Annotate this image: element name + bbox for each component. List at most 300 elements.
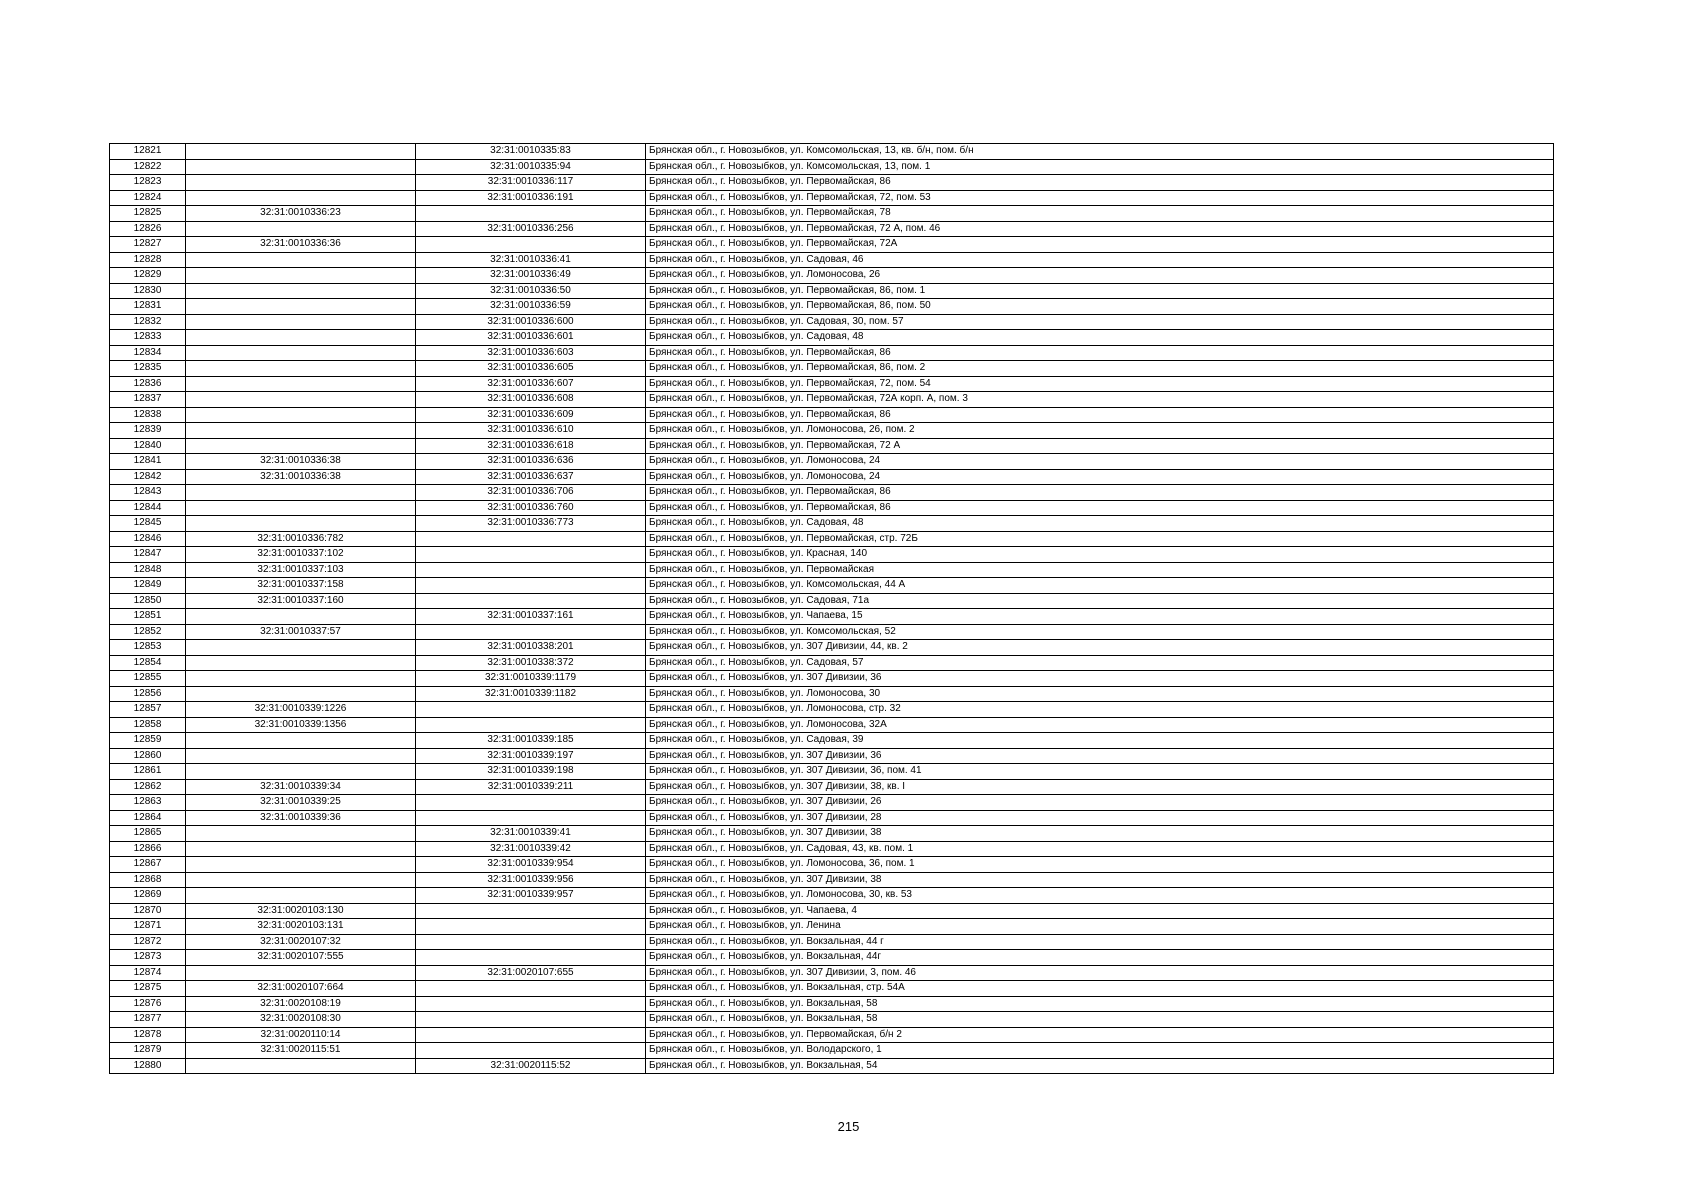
table-row — [110, 407, 1554, 423]
address-cell: Брянская обл., г. Новозыбков, ул. 307 Дивизии, 38, кв. I — [646, 779, 1554, 795]
table-row — [110, 252, 1554, 268]
address-cell: Брянская обл., г. Новозыбков, ул. Первомайская, 72 А — [646, 438, 1554, 454]
cadastral-number-cell: 32:31:0020107:555 — [186, 950, 416, 966]
table-row — [110, 1043, 1554, 1059]
cadastral-number-cell: 32:31:0020115:51 — [186, 1043, 416, 1059]
cadastral-number-cell — [186, 283, 416, 299]
row-number-cell: 12824 — [110, 190, 186, 206]
cadastral-number-cell — [186, 857, 416, 873]
row-number-cell: 12869 — [110, 888, 186, 904]
address-cell: Брянская обл., г. Новозыбков, ул. Садовая, 57 — [646, 655, 1554, 671]
cadastral-number-cell — [186, 888, 416, 904]
table-row — [110, 965, 1554, 981]
table-row — [110, 624, 1554, 640]
address-cell: Брянская обл., г. Новозыбков, ул. 307 Дивизии, 44, кв. 2 — [646, 640, 1554, 656]
table-row — [110, 283, 1554, 299]
table-row — [110, 733, 1554, 749]
row-number-cell: 12877 — [110, 1012, 186, 1028]
table-row — [110, 206, 1554, 222]
address-cell: Брянская обл., г. Новозыбков, ул. Вокзальная, 44г — [646, 950, 1554, 966]
related-cadastral-number-cell — [416, 795, 646, 811]
address-cell: Брянская обл., г. Новозыбков, ул. Ломоносова, 26, пом. 2 — [646, 423, 1554, 439]
address-cell: Брянская обл., г. Новозыбков, ул. Первомайская, 86 — [646, 175, 1554, 191]
address-cell: Брянская обл., г. Новозыбков, ул. Первомайская, 86 — [646, 500, 1554, 516]
row-number-cell: 12832 — [110, 314, 186, 330]
table-row — [110, 857, 1554, 873]
address-cell: Брянская обл., г. Новозыбков, ул. Первомайская, 86 — [646, 485, 1554, 501]
table-row — [110, 1027, 1554, 1043]
row-number-cell: 12860 — [110, 748, 186, 764]
row-number-cell: 12828 — [110, 252, 186, 268]
table-row — [110, 950, 1554, 966]
related-cadastral-number-cell: 32:31:0010335:94 — [416, 159, 646, 175]
cadastral-number-cell — [186, 485, 416, 501]
row-number-cell: 12829 — [110, 268, 186, 284]
address-cell: Брянская обл., г. Новозыбков, ул. Чапаева, 4 — [646, 903, 1554, 919]
address-cell: Брянская обл., г. Новозыбков, ул. Ломоносова, 26 — [646, 268, 1554, 284]
cadastral-number-cell — [186, 733, 416, 749]
table-row — [110, 221, 1554, 237]
address-cell: Брянская обл., г. Новозыбков, ул. Первомайская, 78 — [646, 206, 1554, 222]
row-number-cell: 12822 — [110, 159, 186, 175]
cadastral-number-cell: 32:31:0010337:57 — [186, 624, 416, 640]
table-row — [110, 562, 1554, 578]
address-cell: Брянская обл., г. Новозыбков, ул. Первомайская, 86, пом. 2 — [646, 361, 1554, 377]
related-cadastral-number-cell — [416, 1027, 646, 1043]
related-cadastral-number-cell: 32:31:0010336:636 — [416, 454, 646, 470]
related-cadastral-number-cell: 32:31:0010339:1179 — [416, 671, 646, 687]
related-cadastral-number-cell: 32:31:0010336:191 — [416, 190, 646, 206]
cadastral-number-cell: 32:31:0010336:38 — [186, 469, 416, 485]
related-cadastral-number-cell — [416, 1043, 646, 1059]
related-cadastral-number-cell — [416, 562, 646, 578]
cadastral-number-cell: 32:31:0010339:1356 — [186, 717, 416, 733]
table-row — [110, 392, 1554, 408]
cadastral-number-cell — [186, 407, 416, 423]
address-cell: Брянская обл., г. Новозыбков, ул. Первомайская, 86 — [646, 345, 1554, 361]
cadastral-number-cell — [186, 500, 416, 516]
row-number-cell: 12827 — [110, 237, 186, 253]
address-cell: Брянская обл., г. Новозыбков, ул. 307 Дивизии, 28 — [646, 810, 1554, 826]
table-row — [110, 903, 1554, 919]
cadastral-number-cell — [186, 438, 416, 454]
address-cell: Брянская обл., г. Новозыбков, ул. Ломоносова, 36, пом. 1 — [646, 857, 1554, 873]
address-cell: Брянская обл., г. Новозыбков, ул. 307 Дивизии, 3, пом. 46 — [646, 965, 1554, 981]
table-row — [110, 655, 1554, 671]
table-row — [110, 671, 1554, 687]
table-row — [110, 376, 1554, 392]
cadastral-number-cell: 32:31:0020107:664 — [186, 981, 416, 997]
address-cell: Брянская обл., г. Новозыбков, ул. Ломоносова, 30 — [646, 686, 1554, 702]
table-row — [110, 702, 1554, 718]
address-cell: Брянская обл., г. Новозыбков, ул. Вокзальная, 58 — [646, 1012, 1554, 1028]
table-row — [110, 1012, 1554, 1028]
row-number-cell: 12875 — [110, 981, 186, 997]
table-row — [110, 299, 1554, 315]
table-row — [110, 438, 1554, 454]
related-cadastral-number-cell: 32:31:0010338:372 — [416, 655, 646, 671]
address-cell: Брянская обл., г. Новозыбков, ул. Ломоносова, 32А — [646, 717, 1554, 733]
table-body — [110, 144, 1554, 1074]
address-cell: Брянская обл., г. Новозыбков, ул. Володарского, 1 — [646, 1043, 1554, 1059]
related-cadastral-number-cell — [416, 717, 646, 733]
cadastral-number-cell — [186, 159, 416, 175]
cadastral-number-cell — [186, 330, 416, 346]
cadastral-number-cell — [186, 640, 416, 656]
address-cell: Брянская обл., г. Новозыбков, ул. Комсомольская, 52 — [646, 624, 1554, 640]
cadastral-number-cell — [186, 314, 416, 330]
row-number-cell: 12865 — [110, 826, 186, 842]
table-row — [110, 454, 1554, 470]
row-number-cell: 12856 — [110, 686, 186, 702]
address-cell: Брянская обл., г. Новозыбков, ул. Первомайская — [646, 562, 1554, 578]
related-cadastral-number-cell — [416, 919, 646, 935]
cadastral-number-cell — [186, 299, 416, 315]
related-cadastral-number-cell: 32:31:0010336:605 — [416, 361, 646, 377]
table-row — [110, 779, 1554, 795]
address-cell: Брянская обл., г. Новозыбков, ул. Первомайская, 72, пом. 54 — [646, 376, 1554, 392]
related-cadastral-number-cell — [416, 981, 646, 997]
table-row — [110, 314, 1554, 330]
related-cadastral-number-cell: 32:31:0010339:957 — [416, 888, 646, 904]
cadastral-number-cell — [186, 221, 416, 237]
related-cadastral-number-cell — [416, 593, 646, 609]
address-cell: Брянская обл., г. Новозыбков, ул. Первомайская, 86, пом. 1 — [646, 283, 1554, 299]
related-cadastral-number-cell — [416, 810, 646, 826]
related-cadastral-number-cell: 32:31:0010336:59 — [416, 299, 646, 315]
row-number-cell: 12862 — [110, 779, 186, 795]
related-cadastral-number-cell: 32:31:0010336:609 — [416, 407, 646, 423]
row-number-cell: 12855 — [110, 671, 186, 687]
related-cadastral-number-cell — [416, 237, 646, 253]
table-row — [110, 934, 1554, 950]
row-number-cell: 12857 — [110, 702, 186, 718]
related-cadastral-number-cell: 32:31:0010339:185 — [416, 733, 646, 749]
row-number-cell: 12844 — [110, 500, 186, 516]
related-cadastral-number-cell: 32:31:0020107:655 — [416, 965, 646, 981]
row-number-cell: 12838 — [110, 407, 186, 423]
row-number-cell: 12847 — [110, 547, 186, 563]
row-number-cell: 12863 — [110, 795, 186, 811]
cadastral-number-cell — [186, 1058, 416, 1074]
table-row — [110, 578, 1554, 594]
cadastral-number-cell — [186, 655, 416, 671]
table-row — [110, 237, 1554, 253]
row-number-cell: 12870 — [110, 903, 186, 919]
related-cadastral-number-cell: 32:31:0010336:610 — [416, 423, 646, 439]
address-cell: Брянская обл., г. Новозыбков, ул. Первомайская, 86, пом. 50 — [646, 299, 1554, 315]
cadastral-number-cell — [186, 268, 416, 284]
address-cell: Брянская обл., г. Новозыбков, ул. Садовая, 39 — [646, 733, 1554, 749]
row-number-cell: 12835 — [110, 361, 186, 377]
related-cadastral-number-cell — [416, 1012, 646, 1028]
cadastral-number-cell: 32:31:0010336:23 — [186, 206, 416, 222]
cadastral-number-cell — [186, 686, 416, 702]
cadastral-number-cell — [186, 376, 416, 392]
related-cadastral-number-cell — [416, 702, 646, 718]
address-cell: Брянская обл., г. Новозыбков, ул. Садовая, 43, кв. пом. 1 — [646, 841, 1554, 857]
row-number-cell: 12848 — [110, 562, 186, 578]
related-cadastral-number-cell: 32:31:0010336:706 — [416, 485, 646, 501]
table-row — [110, 810, 1554, 826]
address-cell: Брянская обл., г. Новозыбков, ул. Ломоносова, 30, кв. 53 — [646, 888, 1554, 904]
cadastral-number-cell — [186, 826, 416, 842]
table-row — [110, 841, 1554, 857]
row-number-cell: 12853 — [110, 640, 186, 656]
row-number-cell: 12841 — [110, 454, 186, 470]
row-number-cell: 12878 — [110, 1027, 186, 1043]
table-row — [110, 516, 1554, 532]
cadastral-number-cell: 32:31:0010336:782 — [186, 531, 416, 547]
row-number-cell: 12871 — [110, 919, 186, 935]
table-row — [110, 469, 1554, 485]
address-cell: Брянская обл., г. Новозыбков, ул. 307 Дивизии, 38 — [646, 872, 1554, 888]
row-number-cell: 12880 — [110, 1058, 186, 1074]
cadastral-number-cell: 32:31:0010339:36 — [186, 810, 416, 826]
related-cadastral-number-cell — [416, 547, 646, 563]
address-cell: Брянская обл., г. Новозыбков, ул. Первомайская, 72 А, пом. 46 — [646, 221, 1554, 237]
table-row — [110, 159, 1554, 175]
row-number-cell: 12831 — [110, 299, 186, 315]
table-row — [110, 795, 1554, 811]
related-cadastral-number-cell: 32:31:0010339:211 — [416, 779, 646, 795]
address-cell: Брянская обл., г. Новозыбков, ул. Первомайская, 72А — [646, 237, 1554, 253]
cadastral-number-cell — [186, 764, 416, 780]
row-number-cell: 12825 — [110, 206, 186, 222]
cadastral-number-cell — [186, 392, 416, 408]
table-row — [110, 764, 1554, 780]
row-number-cell: 12839 — [110, 423, 186, 439]
related-cadastral-number-cell — [416, 624, 646, 640]
table-row — [110, 996, 1554, 1012]
cadastral-number-cell: 32:31:0020107:32 — [186, 934, 416, 950]
cadastral-number-cell: 32:31:0010339:25 — [186, 795, 416, 811]
cadastral-number-cell — [186, 175, 416, 191]
address-cell: Брянская обл., г. Новозыбков, ул. Ломоносова, 24 — [646, 469, 1554, 485]
row-number-cell: 12834 — [110, 345, 186, 361]
related-cadastral-number-cell — [416, 934, 646, 950]
cadastral-number-cell: 32:31:0010336:38 — [186, 454, 416, 470]
related-cadastral-number-cell: 32:31:0010336:607 — [416, 376, 646, 392]
row-number-cell: 12861 — [110, 764, 186, 780]
cadastral-number-cell: 32:31:0020110:14 — [186, 1027, 416, 1043]
address-cell: Брянская обл., г. Новозыбков, ул. Ломоносова, стр. 32 — [646, 702, 1554, 718]
related-cadastral-number-cell: 32:31:0010336:603 — [416, 345, 646, 361]
cadastral-number-cell: 32:31:0020108:30 — [186, 1012, 416, 1028]
cadastral-number-cell: 32:31:0020103:131 — [186, 919, 416, 935]
related-cadastral-number-cell: 32:31:0010339:41 — [416, 826, 646, 842]
cadastral-number-cell — [186, 423, 416, 439]
table-row — [110, 593, 1554, 609]
table-row — [110, 500, 1554, 516]
row-number-cell: 12843 — [110, 485, 186, 501]
row-number-cell: 12846 — [110, 531, 186, 547]
table-row — [110, 686, 1554, 702]
related-cadastral-number-cell: 32:31:0010336:773 — [416, 516, 646, 532]
address-cell: Брянская обл., г. Новозыбков, ул. Первомайская, 72, пом. 53 — [646, 190, 1554, 206]
address-cell: Брянская обл., г. Новозыбков, ул. Комсомольская, 44 А — [646, 578, 1554, 594]
related-cadastral-number-cell: 32:31:0020115:52 — [416, 1058, 646, 1074]
related-cadastral-number-cell: 32:31:0010336:49 — [416, 268, 646, 284]
table-row — [110, 144, 1554, 160]
related-cadastral-number-cell: 32:31:0010339:198 — [416, 764, 646, 780]
related-cadastral-number-cell — [416, 996, 646, 1012]
related-cadastral-number-cell: 32:31:0010336:608 — [416, 392, 646, 408]
table-row — [110, 330, 1554, 346]
cadastral-number-cell: 32:31:0020108:19 — [186, 996, 416, 1012]
address-cell: Брянская обл., г. Новозыбков, ул. Садовая, 48 — [646, 516, 1554, 532]
row-number-cell: 12821 — [110, 144, 186, 160]
cadastral-number-cell: 32:31:0010337:102 — [186, 547, 416, 563]
table-row — [110, 1058, 1554, 1074]
address-cell: Брянская обл., г. Новозыбков, ул. Вокзальная, 54 — [646, 1058, 1554, 1074]
table-row — [110, 640, 1554, 656]
cadastral-number-cell — [186, 609, 416, 625]
address-cell: Брянская обл., г. Новозыбков, ул. Ленина — [646, 919, 1554, 935]
related-cadastral-number-cell — [416, 578, 646, 594]
address-cell: Брянская обл., г. Новозыбков, ул. 307 Дивизии, 38 — [646, 826, 1554, 842]
row-number-cell: 12872 — [110, 934, 186, 950]
table-row — [110, 531, 1554, 547]
table-row — [110, 888, 1554, 904]
address-cell: Брянская обл., г. Новозыбков, ул. 307 Дивизии, 36 — [646, 671, 1554, 687]
row-number-cell: 12879 — [110, 1043, 186, 1059]
row-number-cell: 12823 — [110, 175, 186, 191]
table-row — [110, 361, 1554, 377]
row-number-cell: 12837 — [110, 392, 186, 408]
address-cell: Брянская обл., г. Новозыбков, ул. Первомайская, 86 — [646, 407, 1554, 423]
cadastral-number-cell — [186, 190, 416, 206]
table-row — [110, 268, 1554, 284]
row-number-cell: 12867 — [110, 857, 186, 873]
table-row — [110, 547, 1554, 563]
row-number-cell: 12830 — [110, 283, 186, 299]
table-row — [110, 826, 1554, 842]
address-cell: Брянская обл., г. Новозыбков, ул. Первомайская, стр. 72Б — [646, 531, 1554, 547]
related-cadastral-number-cell: 32:31:0010339:42 — [416, 841, 646, 857]
related-cadastral-number-cell: 32:31:0010338:201 — [416, 640, 646, 656]
table-row — [110, 872, 1554, 888]
address-cell: Брянская обл., г. Новозыбков, ул. Вокзальная, 58 — [646, 996, 1554, 1012]
row-number-cell: 12826 — [110, 221, 186, 237]
cadastral-number-cell: 32:31:0020103:130 — [186, 903, 416, 919]
related-cadastral-number-cell: 32:31:0010339:956 — [416, 872, 646, 888]
cadastral-number-cell: 32:31:0010337:158 — [186, 578, 416, 594]
registry-table — [109, 143, 1554, 1074]
related-cadastral-number-cell: 32:31:0010336:117 — [416, 175, 646, 191]
row-number-cell: 12858 — [110, 717, 186, 733]
related-cadastral-number-cell: 32:31:0010339:197 — [416, 748, 646, 764]
table-row — [110, 919, 1554, 935]
cadastral-number-cell: 32:31:0010337:160 — [186, 593, 416, 609]
address-cell: Брянская обл., г. Новозыбков, ул. Красная, 140 — [646, 547, 1554, 563]
address-cell: Брянская обл., г. Новозыбков, ул. Садовая, 46 — [646, 252, 1554, 268]
table-row — [110, 190, 1554, 206]
address-cell: Брянская обл., г. Новозыбков, ул. Первомайская, 72А корп. А, пом. 3 — [646, 392, 1554, 408]
related-cadastral-number-cell: 32:31:0010337:161 — [416, 609, 646, 625]
cadastral-number-cell — [186, 345, 416, 361]
cadastral-number-cell — [186, 748, 416, 764]
related-cadastral-number-cell: 32:31:0010335:83 — [416, 144, 646, 160]
address-cell: Брянская обл., г. Новозыбков, ул. Садовая, 71а — [646, 593, 1554, 609]
row-number-cell: 12874 — [110, 965, 186, 981]
table-row — [110, 981, 1554, 997]
address-cell: Брянская обл., г. Новозыбков, ул. 307 Дивизии, 26 — [646, 795, 1554, 811]
row-number-cell: 12845 — [110, 516, 186, 532]
cadastral-number-cell: 32:31:0010339:34 — [186, 779, 416, 795]
row-number-cell: 12842 — [110, 469, 186, 485]
cadastral-number-cell: 32:31:0010336:36 — [186, 237, 416, 253]
address-cell: Брянская обл., г. Новозыбков, ул. Садовая, 30, пом. 57 — [646, 314, 1554, 330]
page-number: 215 — [837, 1119, 860, 1134]
address-cell: Брянская обл., г. Новозыбков, ул. Вокзальная, 44 г — [646, 934, 1554, 950]
related-cadastral-number-cell — [416, 206, 646, 222]
related-cadastral-number-cell: 32:31:0010336:600 — [416, 314, 646, 330]
address-cell: Брянская обл., г. Новозыбков, ул. Комсомольская, 13, пом. 1 — [646, 159, 1554, 175]
table-row — [110, 485, 1554, 501]
cadastral-number-cell — [186, 671, 416, 687]
cadastral-number-cell — [186, 965, 416, 981]
cadastral-number-cell — [186, 872, 416, 888]
table-row — [110, 423, 1554, 439]
cadastral-number-cell: 32:31:0010339:1226 — [186, 702, 416, 718]
cadastral-number-cell — [186, 252, 416, 268]
table-row — [110, 345, 1554, 361]
related-cadastral-number-cell: 32:31:0010336:50 — [416, 283, 646, 299]
related-cadastral-number-cell: 32:31:0010336:760 — [416, 500, 646, 516]
address-cell: Брянская обл., г. Новозыбков, ул. Ломоносова, 24 — [646, 454, 1554, 470]
related-cadastral-number-cell: 32:31:0010339:1182 — [416, 686, 646, 702]
related-cadastral-number-cell — [416, 903, 646, 919]
related-cadastral-number-cell — [416, 950, 646, 966]
address-cell: Брянская обл., г. Новозыбков, ул. Чапаева, 15 — [646, 609, 1554, 625]
related-cadastral-number-cell: 32:31:0010336:618 — [416, 438, 646, 454]
address-cell: Брянская обл., г. Новозыбков, ул. 307 Дивизии, 36, пом. 41 — [646, 764, 1554, 780]
related-cadastral-number-cell: 32:31:0010339:954 — [416, 857, 646, 873]
table-row — [110, 175, 1554, 191]
cadastral-number-cell — [186, 841, 416, 857]
row-number-cell: 12850 — [110, 593, 186, 609]
related-cadastral-number-cell — [416, 531, 646, 547]
cadastral-number-cell — [186, 516, 416, 532]
related-cadastral-number-cell: 32:31:0010336:41 — [416, 252, 646, 268]
row-number-cell: 12840 — [110, 438, 186, 454]
row-number-cell: 12864 — [110, 810, 186, 826]
cadastral-number-cell — [186, 144, 416, 160]
address-cell: Брянская обл., г. Новозыбков, ул. Комсомольская, 13, кв. б/н, пом. б/н — [646, 144, 1554, 160]
related-cadastral-number-cell: 32:31:0010336:256 — [416, 221, 646, 237]
row-number-cell: 12852 — [110, 624, 186, 640]
related-cadastral-number-cell: 32:31:0010336:637 — [416, 469, 646, 485]
table-row — [110, 609, 1554, 625]
row-number-cell: 12849 — [110, 578, 186, 594]
row-number-cell: 12873 — [110, 950, 186, 966]
row-number-cell: 12868 — [110, 872, 186, 888]
row-number-cell: 12851 — [110, 609, 186, 625]
address-cell: Брянская обл., г. Новозыбков, ул. Вокзальная, стр. 54А — [646, 981, 1554, 997]
table-row — [110, 717, 1554, 733]
related-cadastral-number-cell: 32:31:0010336:601 — [416, 330, 646, 346]
row-number-cell: 12836 — [110, 376, 186, 392]
address-cell: Брянская обл., г. Новозыбков, ул. 307 Дивизии, 36 — [646, 748, 1554, 764]
address-cell: Брянская обл., г. Новозыбков, ул. Садовая, 48 — [646, 330, 1554, 346]
address-cell: Брянская обл., г. Новозыбков, ул. Первомайская, б/н 2 — [646, 1027, 1554, 1043]
row-number-cell: 12866 — [110, 841, 186, 857]
cadastral-number-cell — [186, 361, 416, 377]
row-number-cell: 12859 — [110, 733, 186, 749]
table-row — [110, 748, 1554, 764]
row-number-cell: 12833 — [110, 330, 186, 346]
